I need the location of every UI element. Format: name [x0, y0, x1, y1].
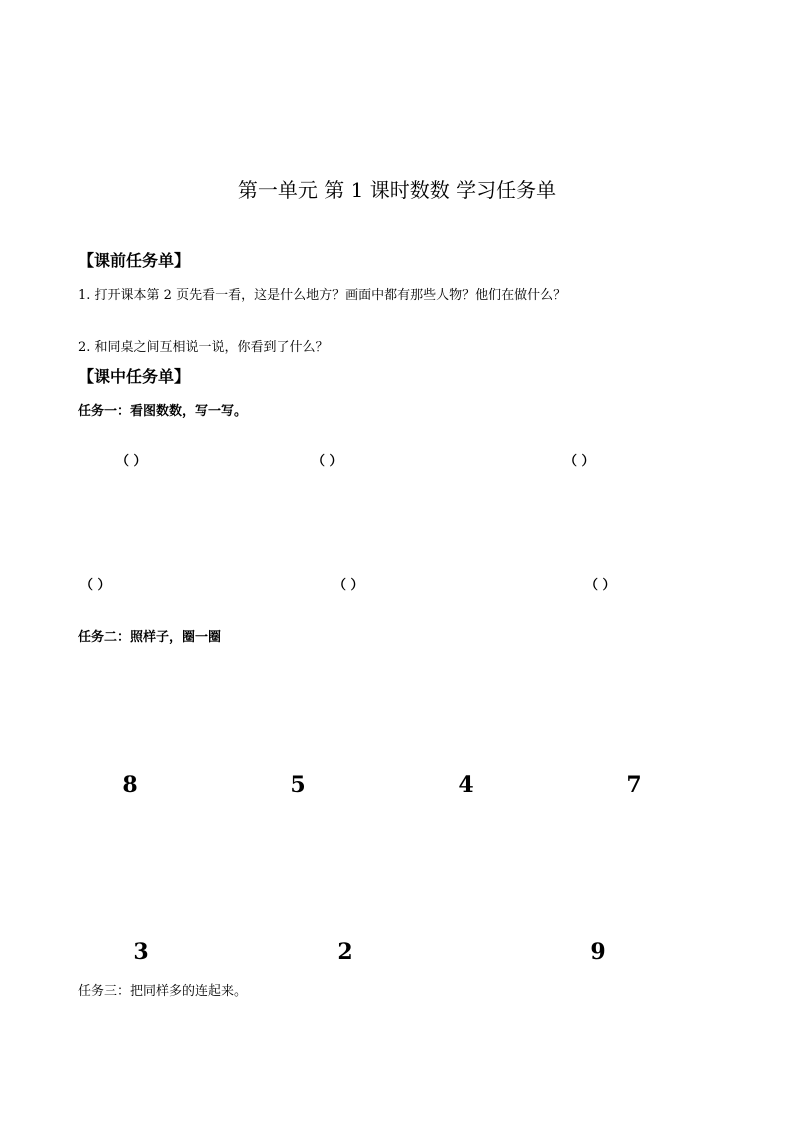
answer-blank[interactable]: （ ）: [80, 578, 111, 593]
page-title: 第一单元 第 1 课时数数 学习任务单: [237, 178, 557, 202]
answer-blank[interactable]: （ ）: [312, 454, 343, 469]
number-label: 4: [458, 772, 474, 798]
number-label: 3: [133, 939, 149, 965]
pre-class-heading: 【课前任务单】: [78, 251, 191, 270]
pre-class-item-2: 2. 和同桌之间互相说一说，你看到了什么？: [78, 340, 329, 355]
pre-class-item-1: 1. 打开课本第 2 页先看一看，这是什么地方？画面中都有那些人物？他们在做什么？: [78, 288, 567, 303]
task1-label: 任务一：看图数数，写一写。: [78, 404, 248, 419]
number-label: 7: [626, 772, 642, 798]
number-label: 2: [337, 939, 353, 965]
number-label: 8: [122, 772, 138, 798]
number-label: 5: [290, 772, 306, 798]
in-class-heading: 【课中任务单】: [78, 367, 191, 386]
answer-blank[interactable]: （ ）: [333, 578, 364, 593]
task2-label: 任务二：照样子，圈一圈: [78, 630, 222, 645]
answer-blank[interactable]: （ ）: [564, 454, 595, 469]
number-label: 9: [590, 939, 606, 965]
answer-blank[interactable]: （ ）: [116, 454, 147, 469]
answer-blank[interactable]: （ ）: [585, 578, 616, 593]
task3-label: 任务三：把同样多的连起来。: [78, 984, 248, 999]
